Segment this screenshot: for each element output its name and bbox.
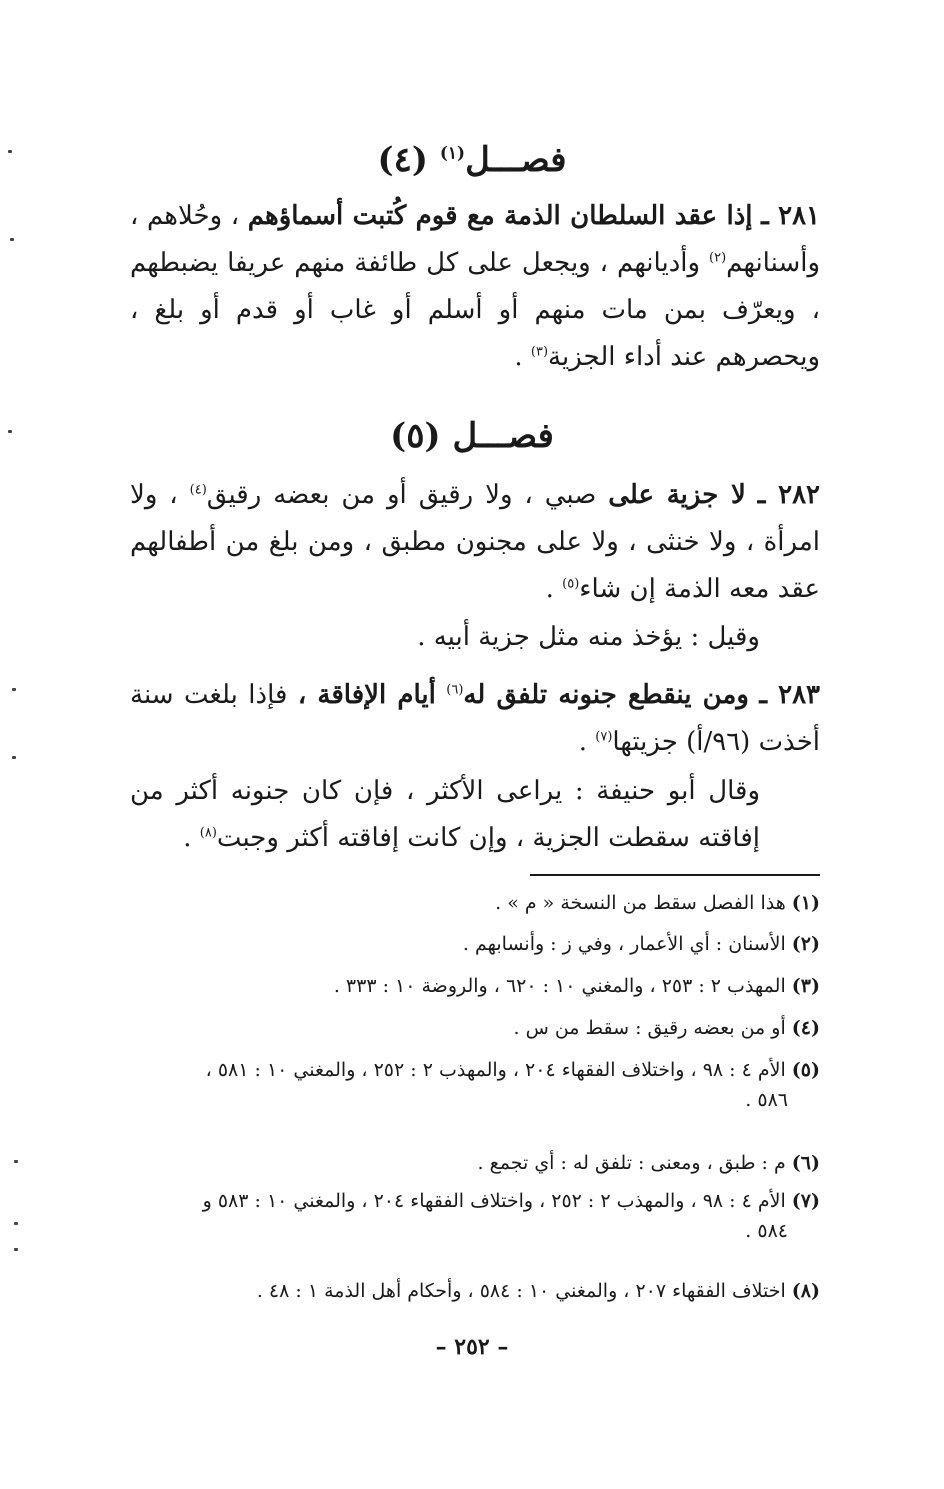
- paragraph-text: ، ولا امرأة ، ولا خنثى ، ولا على مجنون مطبق ، ومن بلغ من أطفالهم عقد معه الذمة إن شاء: [130, 480, 820, 604]
- footnote-ref: (٢): [709, 250, 727, 266]
- footnote-number: (٦): [791, 1152, 820, 1174]
- paragraph-283-abu-hanifa: [130, 768, 760, 862]
- footnote-rule: [530, 874, 820, 876]
- heading-word: فصـــل: [465, 140, 567, 180]
- paragraph-282: [130, 472, 820, 613]
- paragraph-lead: إذا عقد السلطان الذمة مع قوم كُتبت أسماؤهم: [247, 201, 753, 231]
- footnote-continuation: ٥٨٦ .: [745, 1089, 788, 1111]
- footnote-text: الأم ٤ : ٩٨ ، والمهذب ٢ : ٢٥٢ ، واختلاف الفقهاء ٢٠٤ ، والمغني ١٠ : ٥٨٣ و: [202, 1190, 786, 1212]
- paragraph-number: ٢٨١ ـ: [761, 201, 821, 231]
- footnote-continuation: ٥٨٤ .: [745, 1220, 788, 1242]
- paragraph-text: وقيل : يؤخذ منه مثل جزية أبيه .: [417, 622, 760, 652]
- footnote-ref: (٤): [189, 482, 207, 498]
- scan-speck: [14, 1222, 18, 1225]
- paragraph-281: [130, 193, 820, 381]
- heading-number: (٥): [390, 416, 441, 456]
- paragraph-283: [130, 672, 820, 766]
- section-heading-4: [0, 138, 944, 182]
- footnote-6: [130, 1148, 820, 1178]
- heading-word: فصـــل: [452, 416, 554, 456]
- footnote-text: م : طبق ، ومعنى : تلفق له : أي تجمع .: [477, 1152, 786, 1174]
- paragraph-end: .: [545, 574, 554, 604]
- paragraph-text: وقال أبو حنيفة : يراعى الأكثر ، فإن كان جنونه أكثر من إفاقته سقطت الجزية ، وإن كانت إفاقته أكثر وجبت: [130, 776, 760, 853]
- footnote-ref: (١): [439, 143, 466, 164]
- footnote-number: (٤): [791, 1017, 820, 1039]
- footnote-text: اختلاف الفقهاء ٢٠٧ ، والمغني ١٠ : ٥٨٤ ، وأحكام أهل الذمة ١ : ٤٨ .: [256, 1280, 786, 1302]
- page-number: – ٢٥٢ –: [435, 1334, 509, 1360]
- paragraph-number: ٢٨٢ ـ: [757, 480, 821, 510]
- paragraph-282-opinion: [130, 614, 760, 661]
- footnote-text: الأسنان : أي الأعمار ، وفي ز : وأنسابهم .: [462, 933, 786, 955]
- heading-number: (٤): [377, 140, 428, 180]
- paragraph-end: .: [514, 342, 523, 372]
- paragraph-number: ٢٨٣ ـ: [759, 680, 821, 710]
- footnote-ref: (٨): [199, 825, 217, 841]
- footnote-7: [130, 1186, 820, 1246]
- paragraph-text: وأديانهم ، ويجعل على كل طائفة منهم عريفا يضبطهم ، ويعرّف بمن مات منهم أو أسلم أو غاب أو قدم أو بلغ ، ويحصرهم عند أداء الجزية: [130, 248, 820, 372]
- footnote-number: (٢): [791, 933, 820, 955]
- footnote-1: [130, 888, 820, 918]
- paragraph-lead: لا جزية على: [608, 480, 746, 510]
- scan-speck: [14, 1160, 18, 1163]
- paragraph-end: .: [183, 823, 192, 853]
- paragraph-text: فإذا بلغت سنة أخذت (٩٦/أ) جزيتها: [130, 680, 820, 757]
- scan-speck: [12, 756, 16, 759]
- footnote-5: [130, 1055, 820, 1115]
- footnote-text: المهذب ٢ : ٢٥٣ ، والمغني ١٠ : ٦٢٠ ، والروضة ١٠ : ٣٣٣ .: [333, 975, 786, 997]
- paragraph-text: صبي ، ولا رقيق أو من بعضه رقيق: [206, 480, 597, 510]
- paragraph-end: .: [578, 727, 588, 757]
- paragraph-lead: أيام الإفاقة ،: [297, 680, 436, 710]
- footnote-number: (٨): [791, 1280, 820, 1302]
- footnote-8: [130, 1276, 820, 1306]
- section-heading-5: [0, 414, 944, 458]
- paragraph-lead: ومن ينقطع جنونه تلفق له: [463, 680, 749, 710]
- scan-speck: [10, 238, 14, 241]
- footnote-text: أو من بعضه رقيق : سقط من س .: [513, 1017, 786, 1039]
- footnote-number: (١): [791, 892, 820, 914]
- footnote-text: الأم ٤ : ٩٨ ، واختلاف الفقهاء ٢٠٤ ، والمهذب ٢ : ٢٥٢ ، والمغني ١٠ : ٥٨١ ،: [205, 1059, 786, 1081]
- footnote-3: [130, 971, 820, 1001]
- scan-speck: [14, 1248, 18, 1251]
- footnote-ref: (٣): [530, 344, 549, 360]
- paragraph-text: ، وحُلاهم ، وأسنانهم: [130, 201, 821, 278]
- footnote-4: [130, 1013, 820, 1043]
- footnote-number: (٣): [791, 975, 820, 997]
- footnote-2: [130, 929, 820, 959]
- footnote-number: (٧): [791, 1190, 820, 1212]
- footnote-ref: (٧): [595, 729, 613, 745]
- footnote-ref: (٦): [446, 682, 464, 698]
- scan-speck: [12, 688, 16, 691]
- footnote-ref: (٥): [562, 576, 580, 592]
- footnote-number: (٥): [791, 1059, 820, 1081]
- footnote-text: هذا الفصل سقط من النسخة « م » .: [495, 892, 786, 914]
